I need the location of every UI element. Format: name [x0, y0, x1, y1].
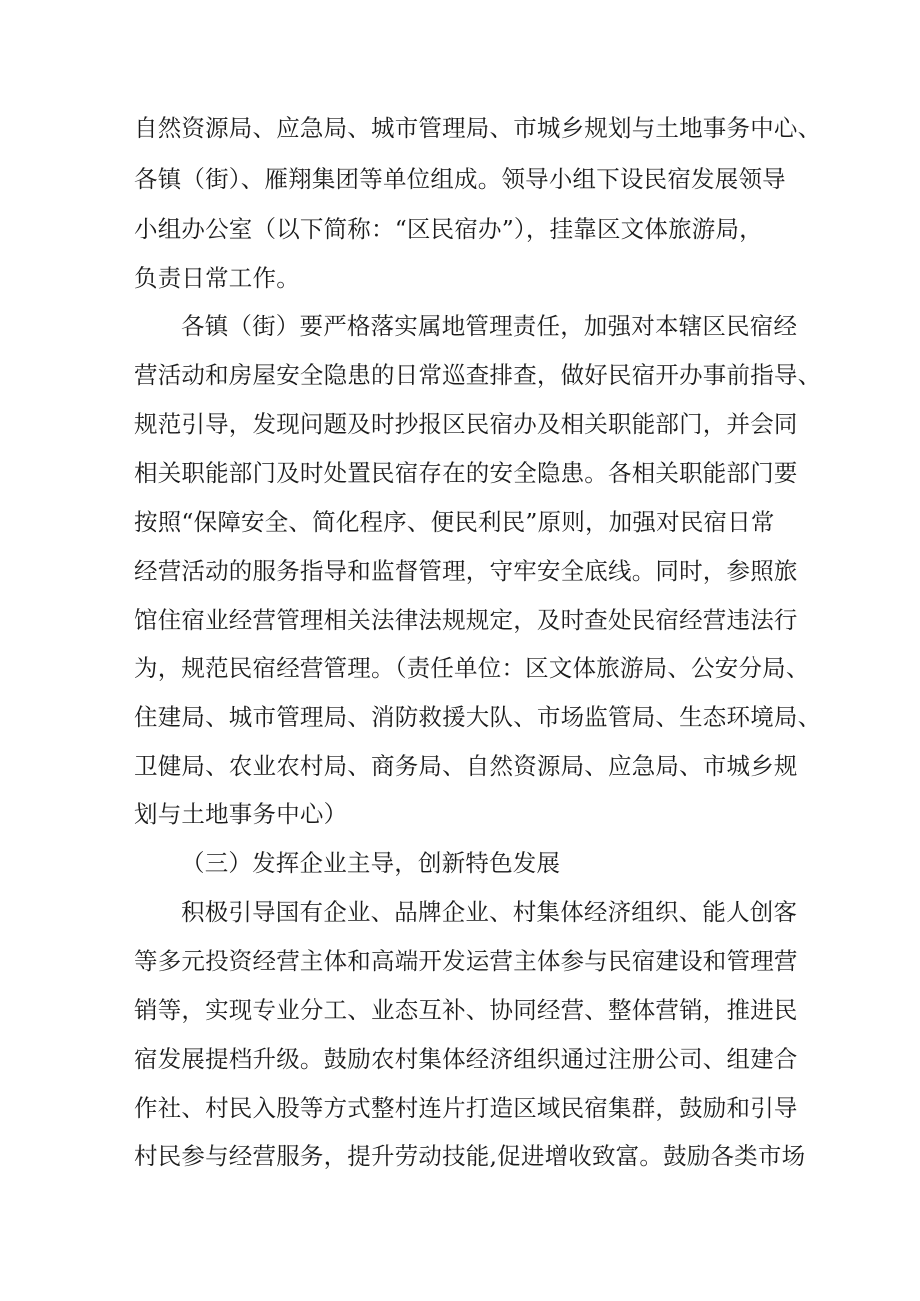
paragraph-1-line-2: 各镇（街）、雁翔集团等单位组成。领导小组下设民宿发展领导 — [134, 165, 786, 193]
paragraph-2-line-8: 为，规范民宿经营管理。（责任单位：区文体旅游局、公安分局、 — [134, 654, 810, 682]
paragraph-3-line-6: 村民参与经营服务，提升劳动技能,促进增收致富。鼓励各类市场 — [134, 1142, 806, 1170]
paragraph-1-line-4: 负责日常工作。 — [134, 264, 300, 292]
section-heading: （三）发挥企业主导，创新特色发展 — [181, 849, 561, 877]
paragraph-3-line-1: 积极引导国有企业、品牌企业、村集体经济组织、能人创客 — [181, 898, 798, 926]
paragraph-3-line-5: 作社、村民入股等方式整村连片打造区域民宿集群，鼓励和引导 — [134, 1094, 798, 1122]
paragraph-2-line-4: 相关职能部门及时处置民宿存在的安全隐患。各相关职能部门要 — [134, 459, 798, 487]
paragraph-3-line-3: 销等，实现专业分工、业态互补、协同经营、整体营销，推进民 — [134, 996, 798, 1024]
paragraph-1-line-1: 自然资源局、应急局、城市管理局、市城乡规划与土地事务中心、 — [134, 114, 822, 142]
paragraph-2-line-10: 卫健局、农业农村局、商务局、自然资源局、应急局、市城乡规 — [134, 752, 798, 780]
paragraph-2-line-3: 规范引导，发现问题及时抄报区民宿办及相关职能部门，并会同 — [134, 410, 798, 438]
paragraph-1-line-3: 小组办公室（以下简称：“区民宿办”），挂靠区文体旅游局， — [134, 215, 763, 243]
paragraph-3-line-2: 等多元投资经营主体和高端开发运营主体参与民宿建设和管理营 — [134, 947, 798, 975]
paragraph-2-line-11: 划与土地事务中心） — [134, 800, 348, 828]
paragraph-2-line-2: 营活动和房屋安全隐患的日常巡查排查，做好民宿开办事前指导、 — [134, 361, 822, 389]
paragraph-2-line-1: 各镇（街）要严格落实属地管理责任，加强对本辖区民宿经 — [181, 312, 798, 340]
paragraph-2-line-6: 经营活动的服务指导和监督管理，守牢安全底线。同时，参照旅 — [134, 557, 798, 585]
paragraph-3-line-4: 宿发展提档升级。鼓励农村集体经济组织通过注册公司、组建合 — [134, 1045, 798, 1073]
paragraph-2-line-7: 馆住宿业经营管理相关法律法规规定，及时查处民宿经营违法行 — [134, 606, 798, 634]
paragraph-2-line-9: 住建局、城市管理局、消防救援大队、市场监管局、生态环境局、 — [134, 703, 822, 731]
paragraph-2-line-5: 按照“保障安全、简化程序、便民利民”原则，加强对民宿日常 — [134, 508, 775, 536]
